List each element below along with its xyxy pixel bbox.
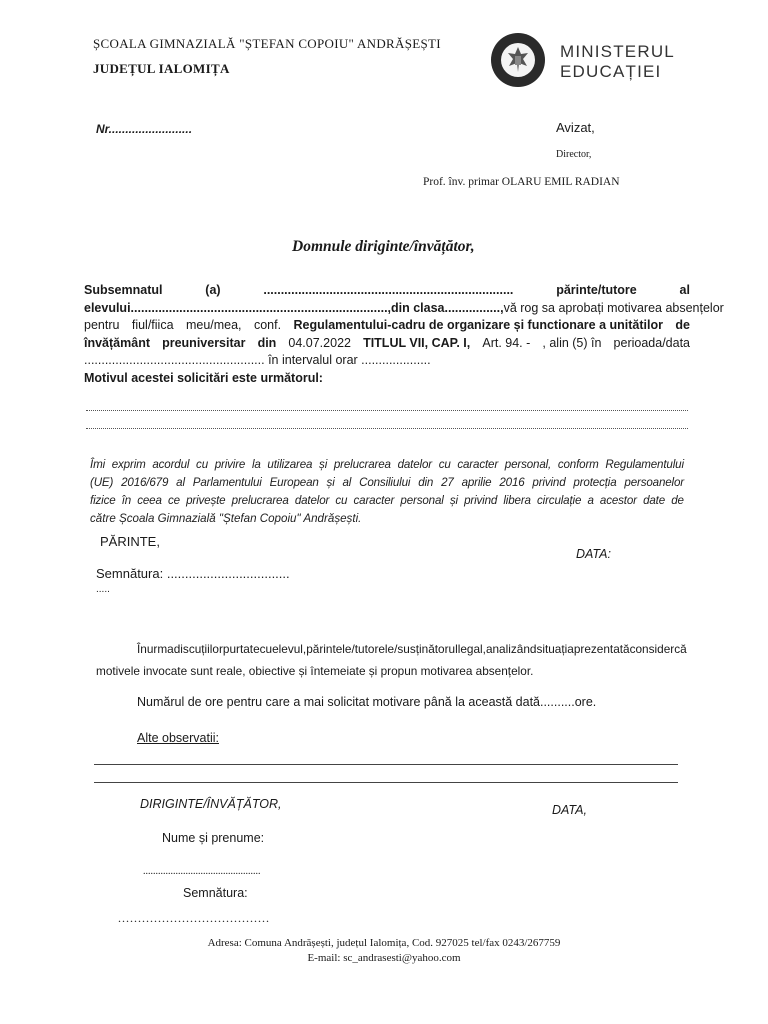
parent-signature-label: Semnătura: bbox=[96, 566, 164, 581]
reason-line bbox=[86, 410, 688, 411]
request-line: Subsemnatul (a) ........................................................................ părinte/tutore al bbox=[84, 283, 690, 297]
consent-line: fizice în ceea ce privește prelucrarea datelor cu caracter personal și privind libera circulație a acestor date de bbox=[90, 494, 684, 507]
logo-text-line1: MINISTERUL bbox=[560, 42, 675, 61]
parent-signature-line: .................................. bbox=[166, 566, 290, 581]
gdpr-consent-text bbox=[90, 456, 684, 528]
logo-text-line2: EDUCAȚIEI bbox=[560, 62, 662, 81]
observations-line bbox=[94, 782, 678, 783]
request-line: pentru fiul/fiica meu/mea, conf. Regulamentului-cadru de organizare și functionare a unitătilor de bbox=[84, 318, 690, 332]
request-line: învățământ preuniversitar din 04.07.2022 TITLUL VII, CAP. I, Art. 94. - , alin (5) în perioada/data bbox=[84, 335, 690, 350]
footer-address: Adresa: Comuna Andrășești, județul Ialomița, Cod. 927025 tel/fax 0243/267759 bbox=[207, 937, 561, 949]
teacher-name-line: ............................................... bbox=[143, 866, 261, 877]
approval-label: Avizat, bbox=[556, 120, 595, 135]
request-line: elevului .........................................................................., din clasa ................, vă rog sa aprobați motivarea absențelor bbox=[84, 300, 724, 315]
teacher-name-label: Nume și prenume: bbox=[162, 831, 265, 845]
period-field: .................................................... în intervalul orar .................... bbox=[84, 353, 431, 367]
observations-label: Alte observatii: bbox=[137, 731, 219, 745]
consent-line: (UE) 2016/679 al Parlamentului European și al Consiliului din 27 aprilie 2016 privind protecția persoanelor bbox=[90, 476, 684, 489]
reason-line bbox=[86, 428, 688, 429]
ministry-logo bbox=[488, 32, 688, 88]
school-county: JUDEȚUL IALOMIȚA bbox=[93, 61, 230, 76]
parent-signature-line-cont: ..... bbox=[96, 584, 110, 595]
teacher-signature-label: Semnătura: bbox=[183, 886, 248, 900]
teacher-label: DIRIGINTE/ÎNVĂȚĂTOR, bbox=[140, 797, 282, 811]
director-name: Prof. înv. primar OLARU EMIL RADIAN bbox=[423, 176, 620, 188]
observations-line bbox=[94, 764, 678, 765]
registration-number-field: Nr......................... bbox=[96, 122, 193, 136]
school-name: ȘCOALA GIMNAZIALĂ "ȘTEFAN COPOIU" ANDRĂȘEȘTI bbox=[93, 36, 441, 51]
salutation: Domnule diriginte/învățător, bbox=[292, 238, 475, 255]
director-label: Director, bbox=[556, 149, 592, 160]
teacher-signature-line: ...................................... bbox=[118, 911, 270, 925]
teacher-date-label: DATA, bbox=[552, 803, 587, 817]
footer-email: E-mail: sc_andrasesti@yahoo.com bbox=[307, 952, 461, 964]
evaluation-line: În urma discuțiilor purtate cu elevul, părintele / tutorele / susținătorul legal, analizând situația prezentată consider că bbox=[137, 642, 687, 656]
evaluation-line: motivele invocate sunt reale, obiective și întemeiate și propun motivarea absențelor. bbox=[96, 664, 534, 678]
consent-line: Îmi exprim acordul cu privire la utilizarea și prelucrarea datelor cu caracter personal, conform Regulamentului bbox=[90, 458, 684, 471]
reason-label: Motivul acestei solicitări este următorul: bbox=[84, 370, 323, 385]
parent-signature bbox=[96, 566, 290, 581]
consent-line: către Școala Gimnazială "Ștefan Copoiu" Andrășești. bbox=[90, 512, 362, 525]
parent-date-label: DATA: bbox=[576, 547, 611, 561]
parent-label: PĂRINTE, bbox=[100, 534, 160, 549]
teacher-evaluation-text bbox=[96, 638, 687, 682]
hours-requested-field: Numărul de ore pentru care a mai solicitat motivare până la această dată..........ore. bbox=[137, 695, 597, 709]
request-paragraph bbox=[84, 282, 724, 387]
